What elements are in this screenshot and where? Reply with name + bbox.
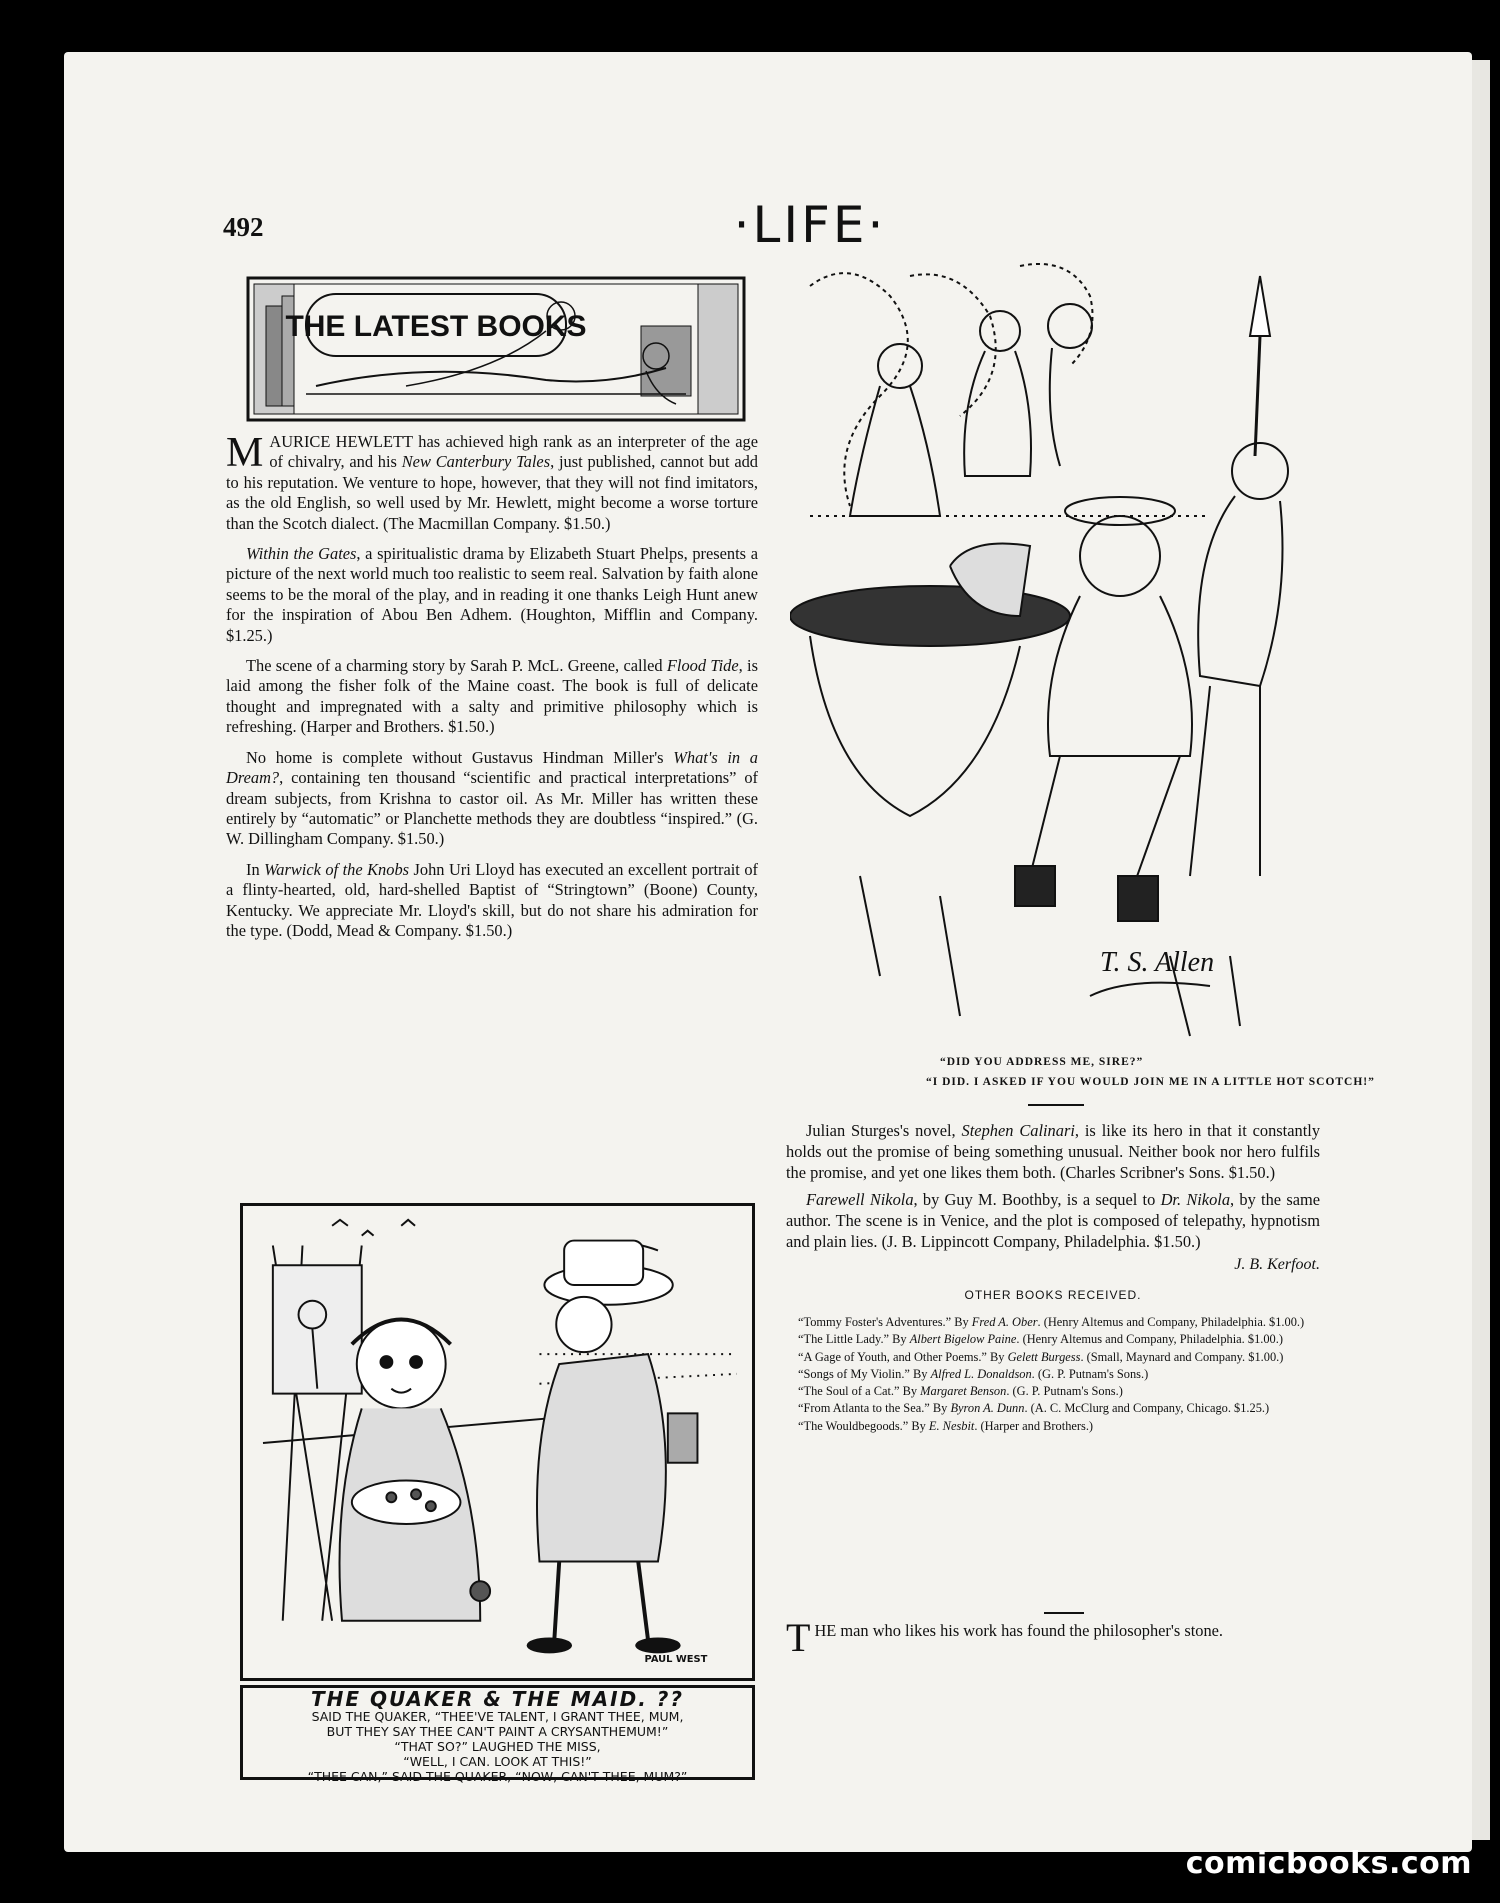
caption-line-1: “DID YOU ADDRESS ME, SIRE?” (940, 1056, 1144, 1068)
quaker-verse-line: BUT THEY SAY THEE CAN'T PAINT A CRYSANTHEMUM!” (326, 1724, 669, 1739)
review-hewlett: MAURICE HEWLETT has achieved high rank as an interpreter of the age of chivalry, and his New Canterbury Tales, just published, cannot but add to his reputation. We venture to hope, however, that they will not find imitators, as the old English, so well used by Mr. Hewlett, might become a worse torture than the Scotch dialect. (The Macmillan Company. $1.50.) (226, 430, 758, 533)
other-book-item: “The Little Lady.” By Albert Bigelow Paine. (Henry Altemus and Company, Philadelphia. $1.00.) (798, 1332, 1283, 1347)
review-stephen-calinari: Julian Sturges's novel, Stephen Calinari, is like its hero in that it constantly holds out the promise of being something unusual. Neither book nor hero fulfils the promise, and yet one likes them both. (Charles Scribner's Sons. $1.50.) (786, 1121, 1321, 1182)
quaker-maid-cartoon (240, 1203, 755, 1681)
section-divider (1044, 1612, 1084, 1614)
masthead-title: ·LIFE· (733, 196, 887, 254)
page-number: 492 (223, 212, 264, 242)
other-book-item: “The Wouldbegoods.” By E. Nesbit. (Harper and Brothers.) (798, 1418, 1094, 1433)
quaker-verse-line: “WELL, I CAN. LOOK AT THIS!” (403, 1754, 592, 1769)
quaker-verse-line: SAID THE QUAKER, “THEE'VE TALENT, I GRANT THEE, MUM, (311, 1709, 684, 1724)
quaker-verse-line: “THAT SO?” LAUGHED THE MISS, (394, 1739, 601, 1754)
other-book-item: “Songs of My Violin.” By Alfred L. Donaldson. (G. P. Putnam's Sons.) (798, 1366, 1149, 1381)
quaker-title: THE QUAKER & THE MAID. ?? (311, 1687, 684, 1711)
review-farewell-nikola: Farewell Nikola, by Guy M. Boothby, is a sequel to Dr. Nikola, by the same author. The scene is in Venice, and the plot is composed of telepathy, hypnotism and plain lies. (J. B. Lippincott Company, Philadelphia. $1.50.) (786, 1190, 1320, 1251)
other-book-item: “Tommy Foster's Adventures.” By Fred A. Ober. (Henry Altemus and Company, Philadelphia. $1.00.) (798, 1315, 1305, 1329)
cartoon-caption (926, 1052, 1410, 1092)
other-books-heading: OTHER BOOKS RECEIVED. (964, 1288, 1142, 1302)
review-within-the-gates: Within the Gates, a spiritualistic drama by Elizabeth Stuart Phelps, presents a picture of the next world much too realistic to seem real. Salvation by faith alone seems to be the moral of the play, and in reading it one thanks Leigh Hunt anew for the inspiration of Abou Ben Adhem. (Houghton, Mifflin and Company. $1.25.) (226, 544, 758, 645)
quaker-caption (240, 1685, 755, 1784)
cartoon-signature: T. S. Allen (1100, 947, 1215, 978)
quaker-verse-line: “THEE CAN,” SAID THE QUAKER, “NOW, CAN'T THEE, MUM?” (307, 1769, 688, 1784)
closing-paragraph: THE man who likes his work has found the philosopher's stone. (786, 1615, 1224, 1660)
reviews-right-column (786, 1120, 1320, 1435)
latest-books-banner (246, 276, 746, 422)
next-page-edge (1472, 60, 1490, 1840)
review-flood-tide: The scene of a charming story by Sarah P. McL. Greene, called Flood Tide, is laid among the fisher folk of the Maine coast. The book is full of delicate thought and impregnated with a salty and primitive philosophy which is refreshing. (Harper and Brothers. $1.50.) (226, 656, 758, 737)
site-watermark: comicbooks.com (1185, 1846, 1472, 1881)
dropcap: M (226, 430, 264, 476)
reviewer-signature: J. B. Kerfoot. (1234, 1256, 1320, 1273)
reviews-left-column (226, 432, 758, 951)
other-books-list (786, 1314, 1320, 1435)
other-book-item: “From Atlanta to the Sea.” By Byron A. Dunn. (A. C. McClurg and Company, Chicago. $1.25.) (798, 1401, 1270, 1416)
banner-title: THE LATEST BOOKS (285, 310, 587, 343)
section-divider (1028, 1104, 1084, 1106)
other-book-item: “A Gage of Youth, and Other Poems.” By Gelett Burgess. (Small, Maynard and Company. $1.00.) (798, 1349, 1284, 1364)
dropcap: T (786, 1615, 811, 1660)
caption-line-2: “I DID. I ASKED IF YOU WOULD JOIN ME IN A LITTLE HOT SCOTCH!” (926, 1076, 1375, 1088)
other-book-item: “The Soul of a Cat.” By Margaret Benson. (G. P. Putnam's Sons.) (798, 1384, 1123, 1399)
review-whats-in-a-dream: No home is complete without Gustavus Hindman Miller's What's in a Dream?, containing ten thousand “scientific and practical interpretations” of dream subjects, from Krishna to castor oil. As Mr. Miller has written these entirely by “automatic” or Planchette methods they are doubtless “inspired.” (G. W. Dillingham Company. $1.50.) (226, 747, 758, 849)
review-warwick-of-the-knobs: In Warwick of the Knobs John Uri Lloyd has executed an excellent portrait of a flinty-hearted, old, hard-shelled Baptist of “Stringtown” (Boone) County, Kentucky. We appreciate Mr. Lloyd's skill, but do not share his admiration for the type. (Dodd, Mead & Company. $1.50.) (226, 859, 758, 940)
cartoon-artist-signature: PAUL WEST (644, 1654, 708, 1666)
cannibal-cartoon-illustration (790, 256, 1346, 1046)
